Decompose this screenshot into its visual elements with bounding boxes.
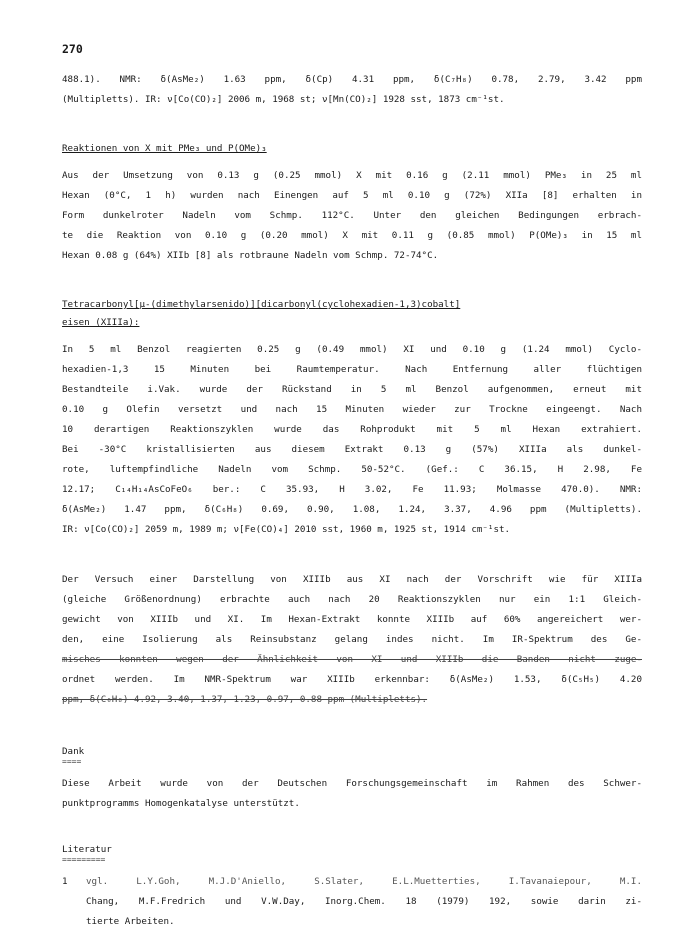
page-number: 270: [62, 42, 83, 56]
section-heading-tetracarbonyl: [62, 296, 642, 332]
text-line: δ(AsMe₂) 1.47 ppm, δ(C₆H₈) 0.69, 0.90, 1.08, 1.24, 3.37, 4.96 ppm (Multipletts).: [62, 504, 642, 515]
heading-text: Tetracarbonyl[μ-(dimethylarsenido)][dicarbonyl(cyclohexadien-1,3)cobalt]: [62, 299, 461, 310]
text-line: (Multipletts). IR: ν[Co(CO)₂] 2006 m, 1968 st; ν[Mn(CO)₂] 1928 sst, 1873 cm⁻¹st.: [62, 94, 505, 105]
text-line: gewicht von XIIIb und XI. Im Hexan-Extrakt konnte XIIIb auf 60% angereichert wer-: [62, 614, 642, 625]
literatur-rule: =========: [62, 855, 106, 864]
text-line: Chang, M.F.Fredrich und V.W.Day, Inorg.Chem. 18 (1979) 192, sowie darin zi-: [86, 896, 642, 907]
text-line: hexadien-1,3 15 Minuten bei Raumtemperatur. Nach Entfernung aller flüchtigen: [62, 364, 642, 375]
text-line: Bestandteile i.Vak. wurde der Rückstand in 5 ml Benzol aufgenommen, erneut mit: [62, 384, 642, 395]
text-line: punktprogramms Homogenkatalyse unterstützt.: [62, 798, 300, 809]
text-line: tierte Arbeiten.: [86, 916, 175, 927]
text-line: 0.10 g Olefin versetzt und nach 15 Minuten wieder zur Trockne eingeengt. Nach: [62, 404, 642, 415]
text-line: Aus der Umsetzung von 0.13 g (0.25 mmol) X mit 0.16 g (2.11 mmol) PMe₃ in 25 ml: [62, 170, 642, 181]
text-line: te die Reaktion von 0.10 g (0.20 mmol) X mit 0.11 g (0.85 mmol) P(OMe)₃ in 15 ml: [62, 230, 642, 241]
dank-paragraph: [62, 774, 642, 814]
section-heading-reaktionen: [62, 140, 642, 158]
heading-text: eisen (XIIIa):: [62, 317, 140, 328]
text-line: Form dunkelroter Nadeln vom Schmp. 112°C. Unter den gleichen Bedingungen erbrach-: [62, 210, 642, 221]
text-line: misches konnten wegen der Ähnlichkeit von XI und XIIIb die Banden nicht zuge-: [62, 654, 642, 665]
paragraph-xiiib: [62, 570, 642, 710]
reference-item: [62, 872, 642, 932]
text-line: In 5 ml Benzol reagierten 0.25 g (0.49 mmol) XI und 0.10 g (1.24 mmol) Cyclo-: [62, 344, 642, 355]
text-line: Der Versuch einer Darstellung von XIIIb aus XI nach der Vorschrift wie für XIIIa: [62, 574, 642, 585]
paragraph-reaktionen: [62, 166, 642, 266]
text-line: 10 derartigen Reaktionszyklen wurde das Rohprodukt mit 5 ml Hexan extrahiert.: [62, 424, 642, 435]
text-line: Bei -30°C kristallisierten aus diesem Extrakt 0.13 g (57%) XIIIa als dunkel-: [62, 444, 642, 455]
dank-heading: Dank: [62, 746, 85, 757]
text-line: den, eine Isolierung als Reinsubstanz gelang indes nicht. Im IR-Spektrum des Ge-: [62, 634, 642, 645]
dank-rule: ====: [62, 757, 82, 766]
text-line: (gleiche Größenordnung) erbrachte auch nach 20 Reaktionszyklen nur ein 1:1 Gleich-: [62, 594, 642, 605]
continuation-paragraph: [62, 70, 642, 110]
heading-text: Reaktionen von X mit PMe₃ und P(OMe)₃: [62, 143, 267, 154]
reference-number: 1: [62, 876, 68, 887]
text-line: Hexan (0°C, 1 h) wurden nach Einengen auf 5 ml 0.10 g (72%) XIIa [8] erhalten in: [62, 190, 642, 201]
text-line: rote, luftempfindliche Nadeln vom Schmp. 50-52°C. (Gef.: C 36.15, H 2.98, Fe: [62, 464, 642, 475]
text-line: Hexan 0.08 g (64%) XIIb [8] als rotbraune Nadeln vom Schmp. 72-74°C.: [62, 250, 439, 261]
text-line: ordnet werden. Im NMR-Spektrum war XIIIb erkennbar: δ(AsMe₂) 1.53, δ(C₅H₅) 4.20: [62, 674, 642, 685]
paragraph-xiiia: [62, 340, 642, 540]
text-line: 12.17; C₁₄H₁₄AsCoFeO₆ ber.: C 35.93, H 3.02, Fe 11.93; Molmasse 470.0). NMR:: [62, 484, 642, 495]
reference-body: [86, 872, 642, 932]
text-line: Diese Arbeit wurde von der Deutschen Forschungsgemeinschaft im Rahmen des Schwer-: [62, 778, 642, 789]
text-line: vgl. L.Y.Goh, M.J.D'Aniello, S.Slater, E.L.Muetterties, I.Tavanaiepour, M.I.: [86, 876, 642, 887]
literatur-heading: Literatur: [62, 844, 112, 855]
text-line: ppm, δ(C₆H₈) 4.92, 3.40, 1.37, 1.23, 0.97, 0.88 ppm (Multipletts).: [62, 694, 428, 705]
text-line: IR: ν[Co(CO)₂] 2059 m, 1989 m; ν[Fe(CO)₄] 2010 sst, 1960 m, 1925 st, 1914 cm⁻¹st.: [62, 524, 511, 535]
text-line: 488.1). NMR: δ(AsMe₂) 1.63 ppm, δ(Cp) 4.31 ppm, δ(C₇H₈) 0.78, 2.79, 3.42 ppm: [62, 74, 642, 85]
